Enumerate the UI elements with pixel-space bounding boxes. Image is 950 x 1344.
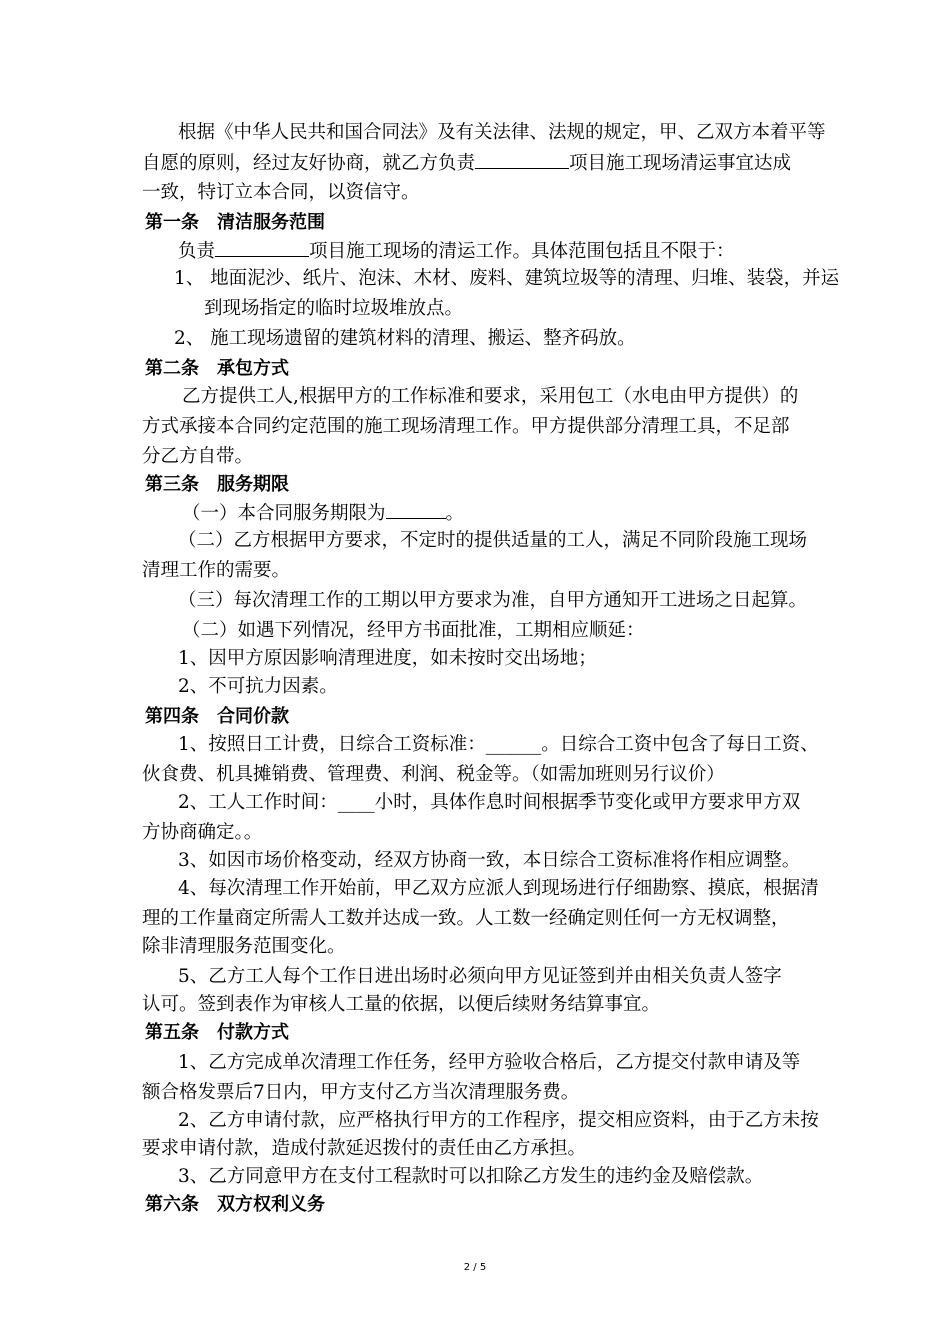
page-number: 2 / 5 xyxy=(463,1262,487,1273)
art1-line-1a: 负责 xyxy=(178,241,216,262)
art4-p4a: 4、每次清理工作开始前，甲乙双方应派人到现场进行仔细勘察、摸底，根据清 xyxy=(178,878,819,899)
art1-item-1a: 1、 地面泥沙、纸片、泡沫、木材、废料、建筑垃圾等的清理、归堆、装袋，并运 xyxy=(174,268,840,289)
art4-p5a: 5、乙方工人每个工作日进出场时必须向甲方见证签到并由相关负责人签字 xyxy=(178,966,782,987)
intro-line-2b: 项目施工现场清运事宜达成 xyxy=(569,153,792,174)
article-3-title: 第三条 服务期限 xyxy=(145,474,289,495)
art4-p1a: 1、按照日工计费，日综合工资标准：______。日综合工资中包含了每日工资、 xyxy=(178,734,819,755)
article-6-title: 第六条 双方权利义务 xyxy=(145,1194,325,1215)
art4-p4b: 理的工作量商定所需人工数并达成一致。人工数一经确定则任何一方无权调整， xyxy=(142,908,790,929)
intro-line-3: 一致，特订立本合同，以资信守。 xyxy=(142,182,420,203)
art5-p3: 3、乙方同意甲方在支付工程款时可以扣除乙方发生的违约金及赔偿款。 xyxy=(178,1166,764,1187)
intro-line-2 xyxy=(142,150,812,177)
art3-p3: （三）每次清理工作的工期以甲方要求为准，自甲方通知开工进场之日起算。 xyxy=(178,590,808,611)
blank-project-name xyxy=(475,150,569,169)
art4-p1b: 伙食费、机具摊销费、管理费、利润、税金等。（如需加班则另行议价） xyxy=(142,764,725,785)
art1-line-1b: 项目施工现场的清运工作。具体范围包括且不限于： xyxy=(309,241,735,262)
art3-p1a: （一）本合同服务期限为 xyxy=(182,503,386,524)
art1-item-2: 2、 施工现场遗留的建筑材料的清理、搬运、整齐码放。 xyxy=(174,328,636,349)
art1-line-1 xyxy=(178,238,848,265)
art5-p2a: 2、乙方申请付款，应严格执行甲方的工作程序，提交相应资料，由于乙方未按 xyxy=(178,1110,819,1131)
art3-p2a: （二）乙方根据甲方要求，不定时的提供适量的工人，满足不同阶段施工现场 xyxy=(178,530,808,551)
art4-p3: 3、如因市场价格变动，经双方协商一致，本日综合工资标准将作相应调整。 xyxy=(178,850,801,871)
art3-p2b: 清理工作的需要。 xyxy=(142,560,291,581)
blank-service-term xyxy=(386,500,446,519)
art4-p4c: 除非清理服务范围变化。 xyxy=(142,936,346,957)
blank-project-name-2 xyxy=(215,238,309,257)
art2-line-2: 方式承接本合同约定范围的施工现场清理工作。甲方提供部分清理工具，不足部 xyxy=(142,416,790,437)
article-1-title: 第一条 清洁服务范围 xyxy=(145,212,325,233)
art2-line-3: 分乙方自带。 xyxy=(142,446,254,467)
article-4-title: 第四条 合同价款 xyxy=(145,706,289,727)
art1-item-1b: 到现场指定的临时垃圾堆放点。 xyxy=(204,298,464,319)
art3-p5: 1、因甲方原因影响清理进度，如未按时交出场地； xyxy=(178,648,597,669)
art3-p1 xyxy=(182,500,852,527)
art2-line-1: 乙方提供工人,根据甲方的工作标准和要求，采用包工（水电由甲方提供）的 xyxy=(182,386,799,407)
intro-line-1: 根据《中华人民共和国合同法》及有关法律、法规的规定，甲、乙双方本着平等 xyxy=(178,122,826,143)
art4-p2a: 2、工人工作时间：____小时，具体作息时间根据季节变化或甲方要求甲方双 xyxy=(178,792,801,813)
art3-p4: （二）如遇下列情况，经甲方书面批准，工期相应顺延： xyxy=(182,620,645,641)
art3-p6: 2、不可抗力因素。 xyxy=(178,676,338,697)
art5-p2b: 要求申请付款，造成付款延迟拨付的责任由乙方承担。 xyxy=(142,1138,587,1159)
art5-p1b: 额合格发票后7日内，甲方支付乙方当次清理服务费。 xyxy=(142,1082,580,1103)
art4-p2b: 方协商确定。。 xyxy=(142,822,263,843)
art3-p1b: 。 xyxy=(445,503,465,524)
art5-p1a: 1、乙方完成单次清理工作任务，经甲方验收合格后，乙方提交付款申请及等 xyxy=(178,1052,801,1073)
intro-line-2a: 自愿的原则，经过友好协商，就乙方负责 xyxy=(142,153,476,174)
art4-p5b: 认可。签到表作为审核人工量的依据，以便后续财务结算事宜。 xyxy=(142,994,661,1015)
article-2-title: 第二条 承包方式 xyxy=(145,358,289,379)
article-5-title: 第五条 付款方式 xyxy=(145,1022,289,1043)
